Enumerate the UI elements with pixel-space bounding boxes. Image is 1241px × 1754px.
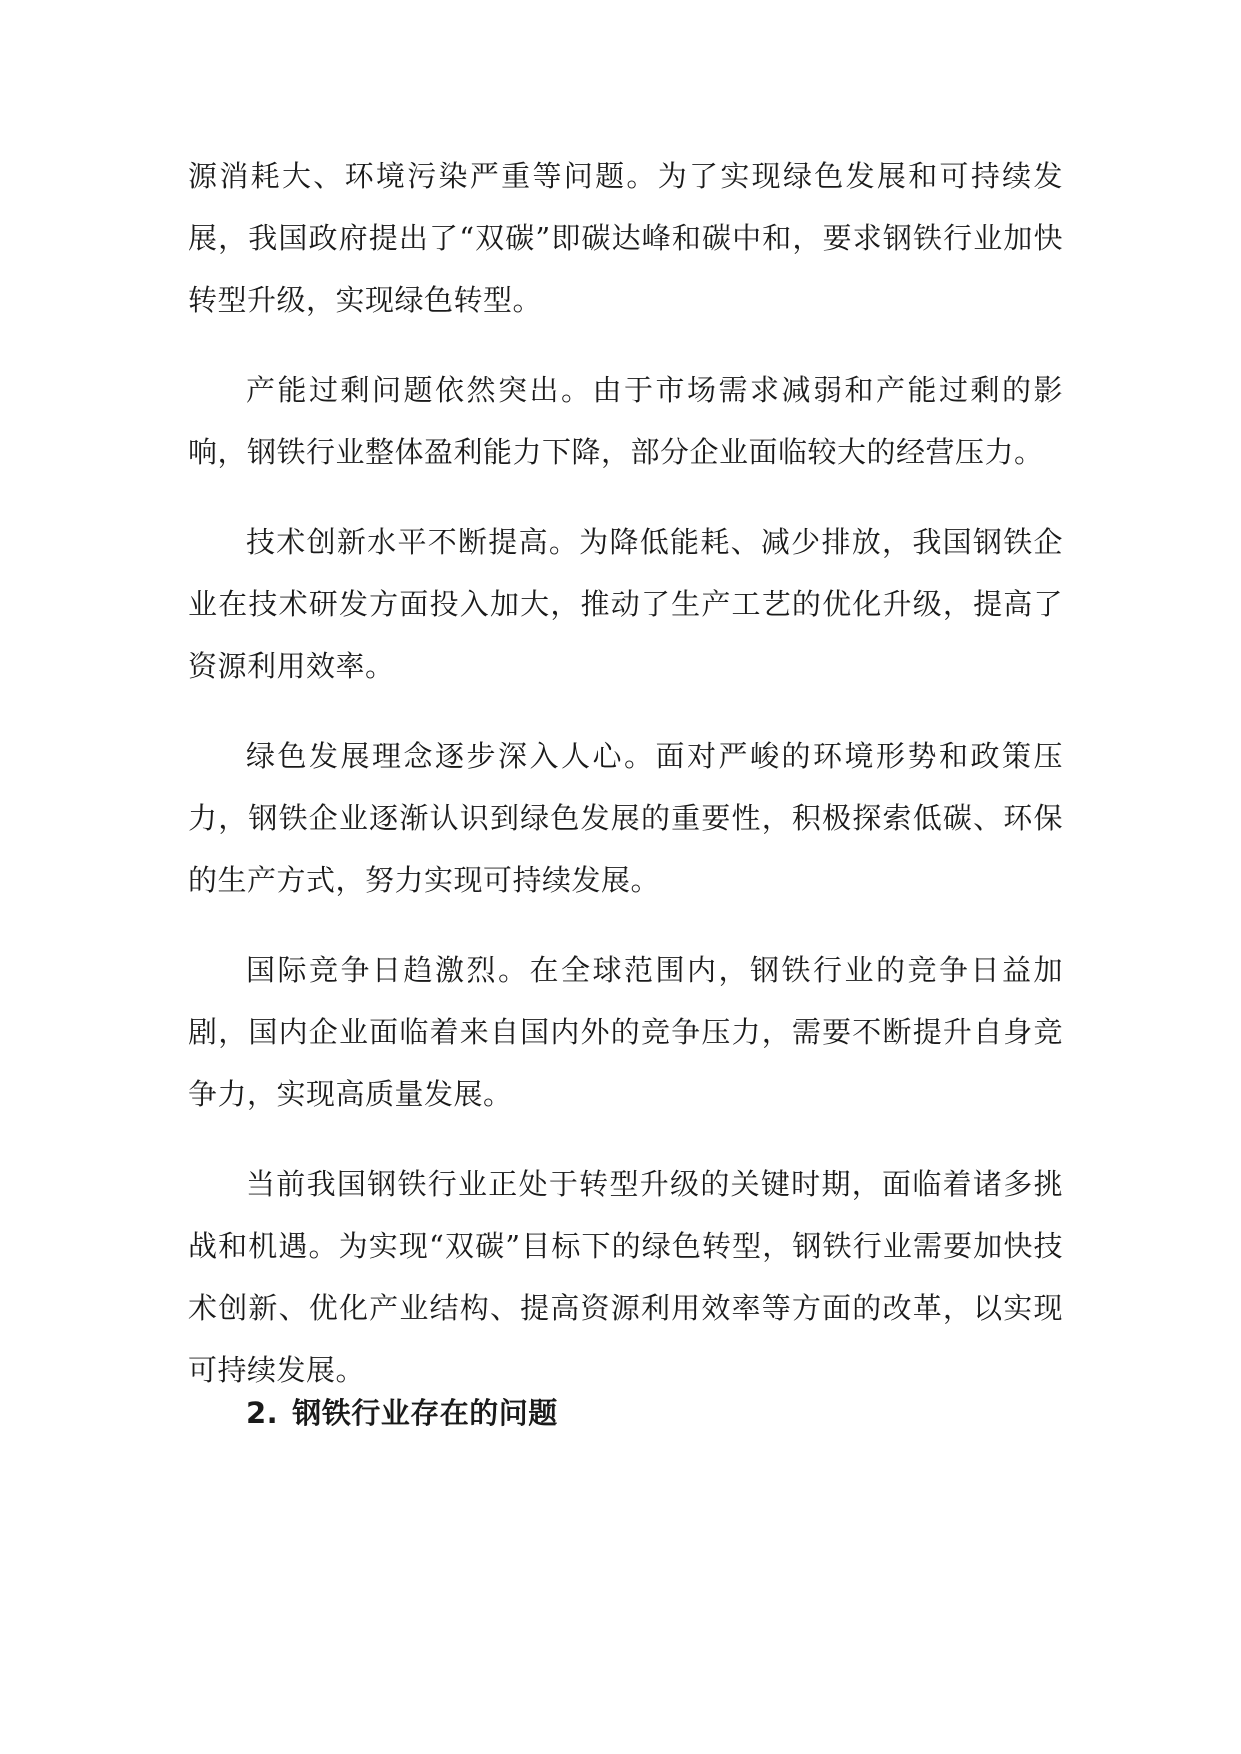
- section-number: 2.: [246, 1396, 279, 1430]
- paragraph-green-development: 绿色发展理念逐步深入人心。面对严峻的环境形势和政策压力，钢铁企业逐渐认识到绿色发展的重要性，积极探索低碳、环保的生产方式，努力实现可持续发展。: [188, 739, 1063, 897]
- paragraph-technology-innovation: 技术创新水平不断提高。为降低能耗、减少排放，我国钢铁企业在技术研发方面投入加大，推动了生产工艺的优化升级，提高了资源利用效率。: [188, 525, 1063, 683]
- paragraph-summary: 当前我国钢铁行业正处于转型升级的关键时期，面临着诸多挑战和机遇。为实现“双碳”目标下的绿色转型，钢铁行业需要加快技术创新、优化产业结构、提高资源利用效率等方面的改革，以实现可持续发展。: [188, 1167, 1063, 1387]
- paragraph-continuation: 源消耗大、环境污染严重等问题。为了实现绿色发展和可持续发展，我国政府提出了“双碳”即碳达峰和碳中和，要求钢铁行业加快转型升级，实现绿色转型。: [188, 159, 1063, 317]
- section-heading: [246, 1393, 558, 1433]
- paragraph-overcapacity: 产能过剩问题依然突出。由于市场需求减弱和产能过剩的影响，钢铁行业整体盈利能力下降，部分企业面临较大的经营压力。: [188, 373, 1063, 469]
- paragraph-international-competition: 国际竞争日趋激烈。在全球范围内，钢铁行业的竞争日益加剧，国内企业面临着来自国内外的竞争压力，需要不断提升自身竞争力，实现高质量发展。: [188, 953, 1063, 1111]
- section-title: 钢铁行业存在的问题: [292, 1396, 558, 1430]
- body-text: [188, 145, 1063, 1401]
